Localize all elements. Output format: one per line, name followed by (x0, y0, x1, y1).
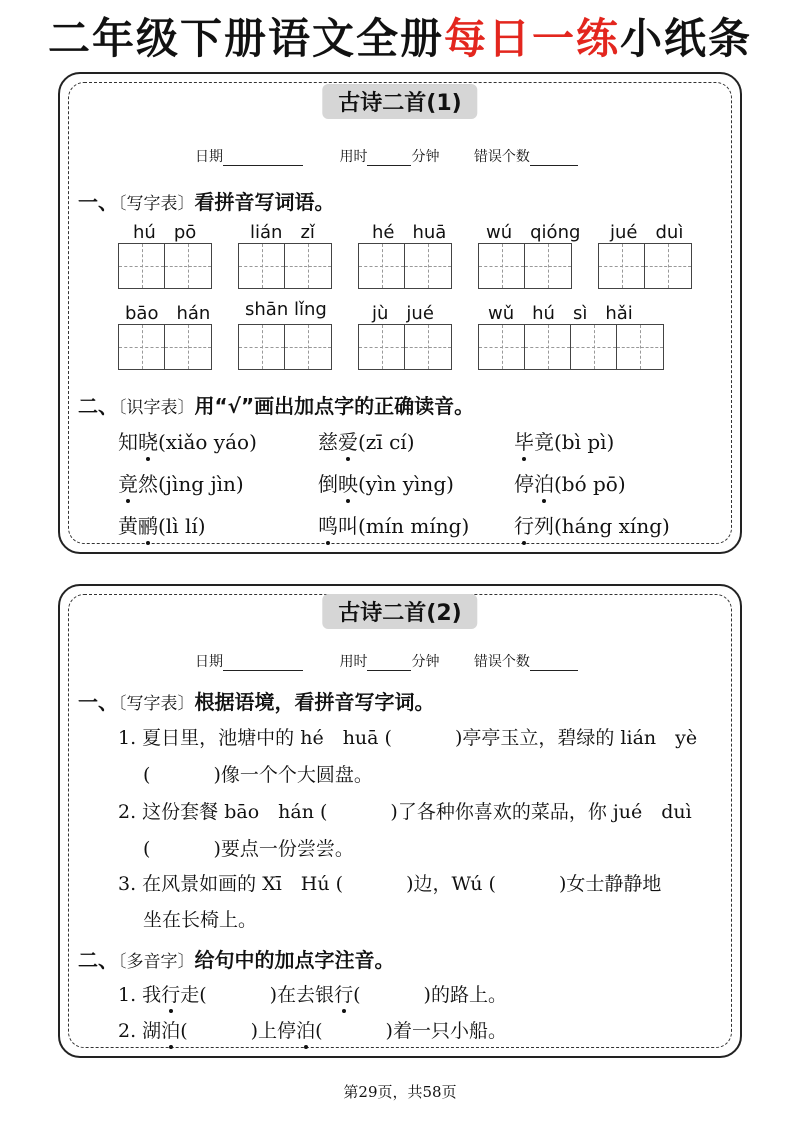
pinyin-label: bāo hán (125, 303, 211, 324)
dotted-char: 映 (338, 472, 358, 496)
card-1-tab: 古诗二首(1) (322, 84, 477, 119)
word-char: 黄 (118, 514, 138, 538)
question-line[interactable]: 坐在长椅上。 (143, 909, 258, 931)
section-tag: 〔识字表〕 (118, 398, 195, 418)
pinyin-options: (bó pō) (554, 472, 626, 496)
dotted-char: 爱 (338, 430, 358, 454)
page-title (0, 6, 800, 66)
question-line[interactable]: ( )像一个个大圆盘。 (143, 764, 373, 786)
pinyin-label: jù jué (372, 303, 434, 324)
word-choice-item[interactable] (118, 468, 244, 497)
minutes-label: 分钟 (411, 149, 440, 165)
dotted-char: 鸣 (318, 514, 338, 538)
dotted-char: 泊 (534, 472, 554, 496)
writing-grid[interactable] (598, 243, 692, 289)
dotted-char: 行 (514, 514, 534, 538)
pinyin-label: wú qióng (486, 222, 581, 243)
title-part-red: 每日一练 (443, 14, 620, 63)
writing-grid[interactable] (358, 324, 452, 370)
date-blank[interactable] (223, 151, 303, 166)
word-char: 然 (138, 472, 158, 496)
writing-grid[interactable] (478, 243, 572, 289)
dotted-char: 毕 (514, 430, 534, 454)
title-part-2: 小纸条 (620, 14, 753, 63)
section-tag: 〔多音字〕 (118, 952, 195, 972)
text-part: 1. 我 (118, 984, 162, 1006)
word-char: 列 (534, 514, 554, 538)
text-part: 走( )在去银 (180, 984, 335, 1006)
card-1-section-1 (78, 186, 335, 215)
dotted-char: 竟 (118, 472, 138, 496)
errors-label: 错误个数 (473, 149, 530, 165)
minutes-label: 分钟 (411, 654, 440, 670)
pinyin-options: (zī cí) (358, 430, 415, 454)
pinyin-options: (bì pì) (554, 430, 615, 454)
text-part: ( )着一只小船。 (315, 1020, 507, 1042)
question-line[interactable]: ( )要点一份尝尝。 (143, 838, 354, 860)
pinyin-label: shān lǐng (245, 299, 327, 320)
polyphone-question-2[interactable] (118, 1016, 507, 1043)
question-line[interactable]: 1. 夏日里，池塘中的 hé huā ( )亭亭玉立，碧绿的 lián yè (118, 727, 698, 749)
pinyin-label: jué duì (610, 222, 684, 243)
card-2-section-2 (78, 944, 395, 973)
writing-grid[interactable] (238, 324, 332, 370)
section-instruction: 看拼音写词语。 (194, 190, 335, 214)
section-tag: 〔写字表〕 (118, 694, 195, 714)
errors-label: 错误个数 (473, 654, 530, 670)
dotted-char: 晓 (138, 430, 158, 454)
writing-grid[interactable] (118, 243, 212, 289)
word-choice-item[interactable] (118, 426, 257, 455)
time-blank[interactable] (367, 151, 411, 166)
writing-grid[interactable] (238, 243, 332, 289)
text-part: ( )上停 (180, 1020, 297, 1042)
date-blank[interactable] (223, 656, 303, 671)
word-choice-item[interactable] (318, 426, 415, 455)
word-choice-item[interactable] (118, 510, 206, 539)
word-choice-item[interactable] (514, 468, 626, 497)
section-number: 二、 (78, 948, 118, 972)
section-number: 一、 (78, 690, 118, 714)
word-choice-item[interactable] (514, 510, 670, 539)
pinyin-options: (jìng jìn) (158, 472, 244, 496)
time-blank[interactable] (367, 656, 411, 671)
text-part: ( )的路上。 (353, 984, 507, 1006)
pinyin-options: (yìn yìng) (358, 472, 454, 496)
word-char: 倒 (318, 472, 338, 496)
pinyin-options: (háng xíng) (554, 514, 670, 538)
time-label: 用时 (339, 149, 368, 165)
question-line[interactable]: 3. 在风景如画的 Xī Hú ( )边，Wú ( )女士静静地 (118, 873, 662, 895)
section-number: 二、 (78, 394, 118, 418)
word-char: 叫 (338, 514, 358, 538)
date-label: 日期 (195, 149, 223, 165)
polyphone-question-1[interactable] (118, 980, 507, 1007)
dotted-char: 泊 (296, 1020, 316, 1042)
pinyin-options: (xiǎo yáo) (158, 430, 257, 454)
pinyin-label: lián zǐ (250, 222, 315, 243)
dotted-char: 行 (334, 984, 354, 1006)
section-tag: 〔写字表〕 (118, 194, 195, 214)
pinyin-options: (mín míng) (358, 514, 470, 538)
section-instruction: 根据语境，看拼音写字词。 (194, 690, 435, 714)
word-char: 停 (514, 472, 534, 496)
card-1-section-2 (78, 390, 474, 419)
word-choice-item[interactable] (514, 426, 614, 455)
section-number: 一、 (78, 190, 118, 214)
dotted-char: 行 (161, 984, 181, 1006)
section-instruction: 给句中的加点字注音。 (194, 948, 395, 972)
word-choice-item[interactable] (318, 510, 469, 539)
dotted-char: 鹂 (138, 514, 158, 538)
pinyin-label: wǔ hú sì hǎi (488, 303, 633, 324)
errors-blank[interactable] (530, 656, 578, 671)
pinyin-label: hú pō (133, 222, 197, 243)
card-1-meta (195, 146, 578, 166)
time-label: 用时 (339, 654, 368, 670)
section-instruction: 用“√”画出加点字的正确读音。 (194, 394, 475, 418)
writing-grid[interactable] (478, 324, 664, 370)
word-char: 慈 (318, 430, 338, 454)
date-label: 日期 (195, 654, 223, 670)
card-2-meta (195, 651, 578, 671)
word-char: 竟 (534, 430, 554, 454)
word-char: 知 (118, 430, 138, 454)
text-part: 2. 湖 (118, 1020, 162, 1042)
writing-grid[interactable] (358, 243, 452, 289)
card-2-section-1 (78, 686, 435, 715)
card-2-tab: 古诗二首(2) (322, 594, 477, 629)
errors-blank[interactable] (530, 151, 578, 166)
word-choice-item[interactable] (318, 468, 454, 497)
question-line[interactable]: 2. 这份套餐 bāo hán ( )了各种你喜欢的菜品，你 jué duì (118, 801, 692, 823)
dotted-char: 泊 (161, 1020, 181, 1042)
page-footer: 第29页，共58页 (343, 1083, 457, 1101)
title-part-1: 二年级下册语文全册 (47, 14, 444, 63)
pinyin-options: (lì lí) (158, 514, 206, 538)
writing-grid[interactable] (118, 324, 212, 370)
pinyin-label: hé huā (372, 222, 447, 243)
